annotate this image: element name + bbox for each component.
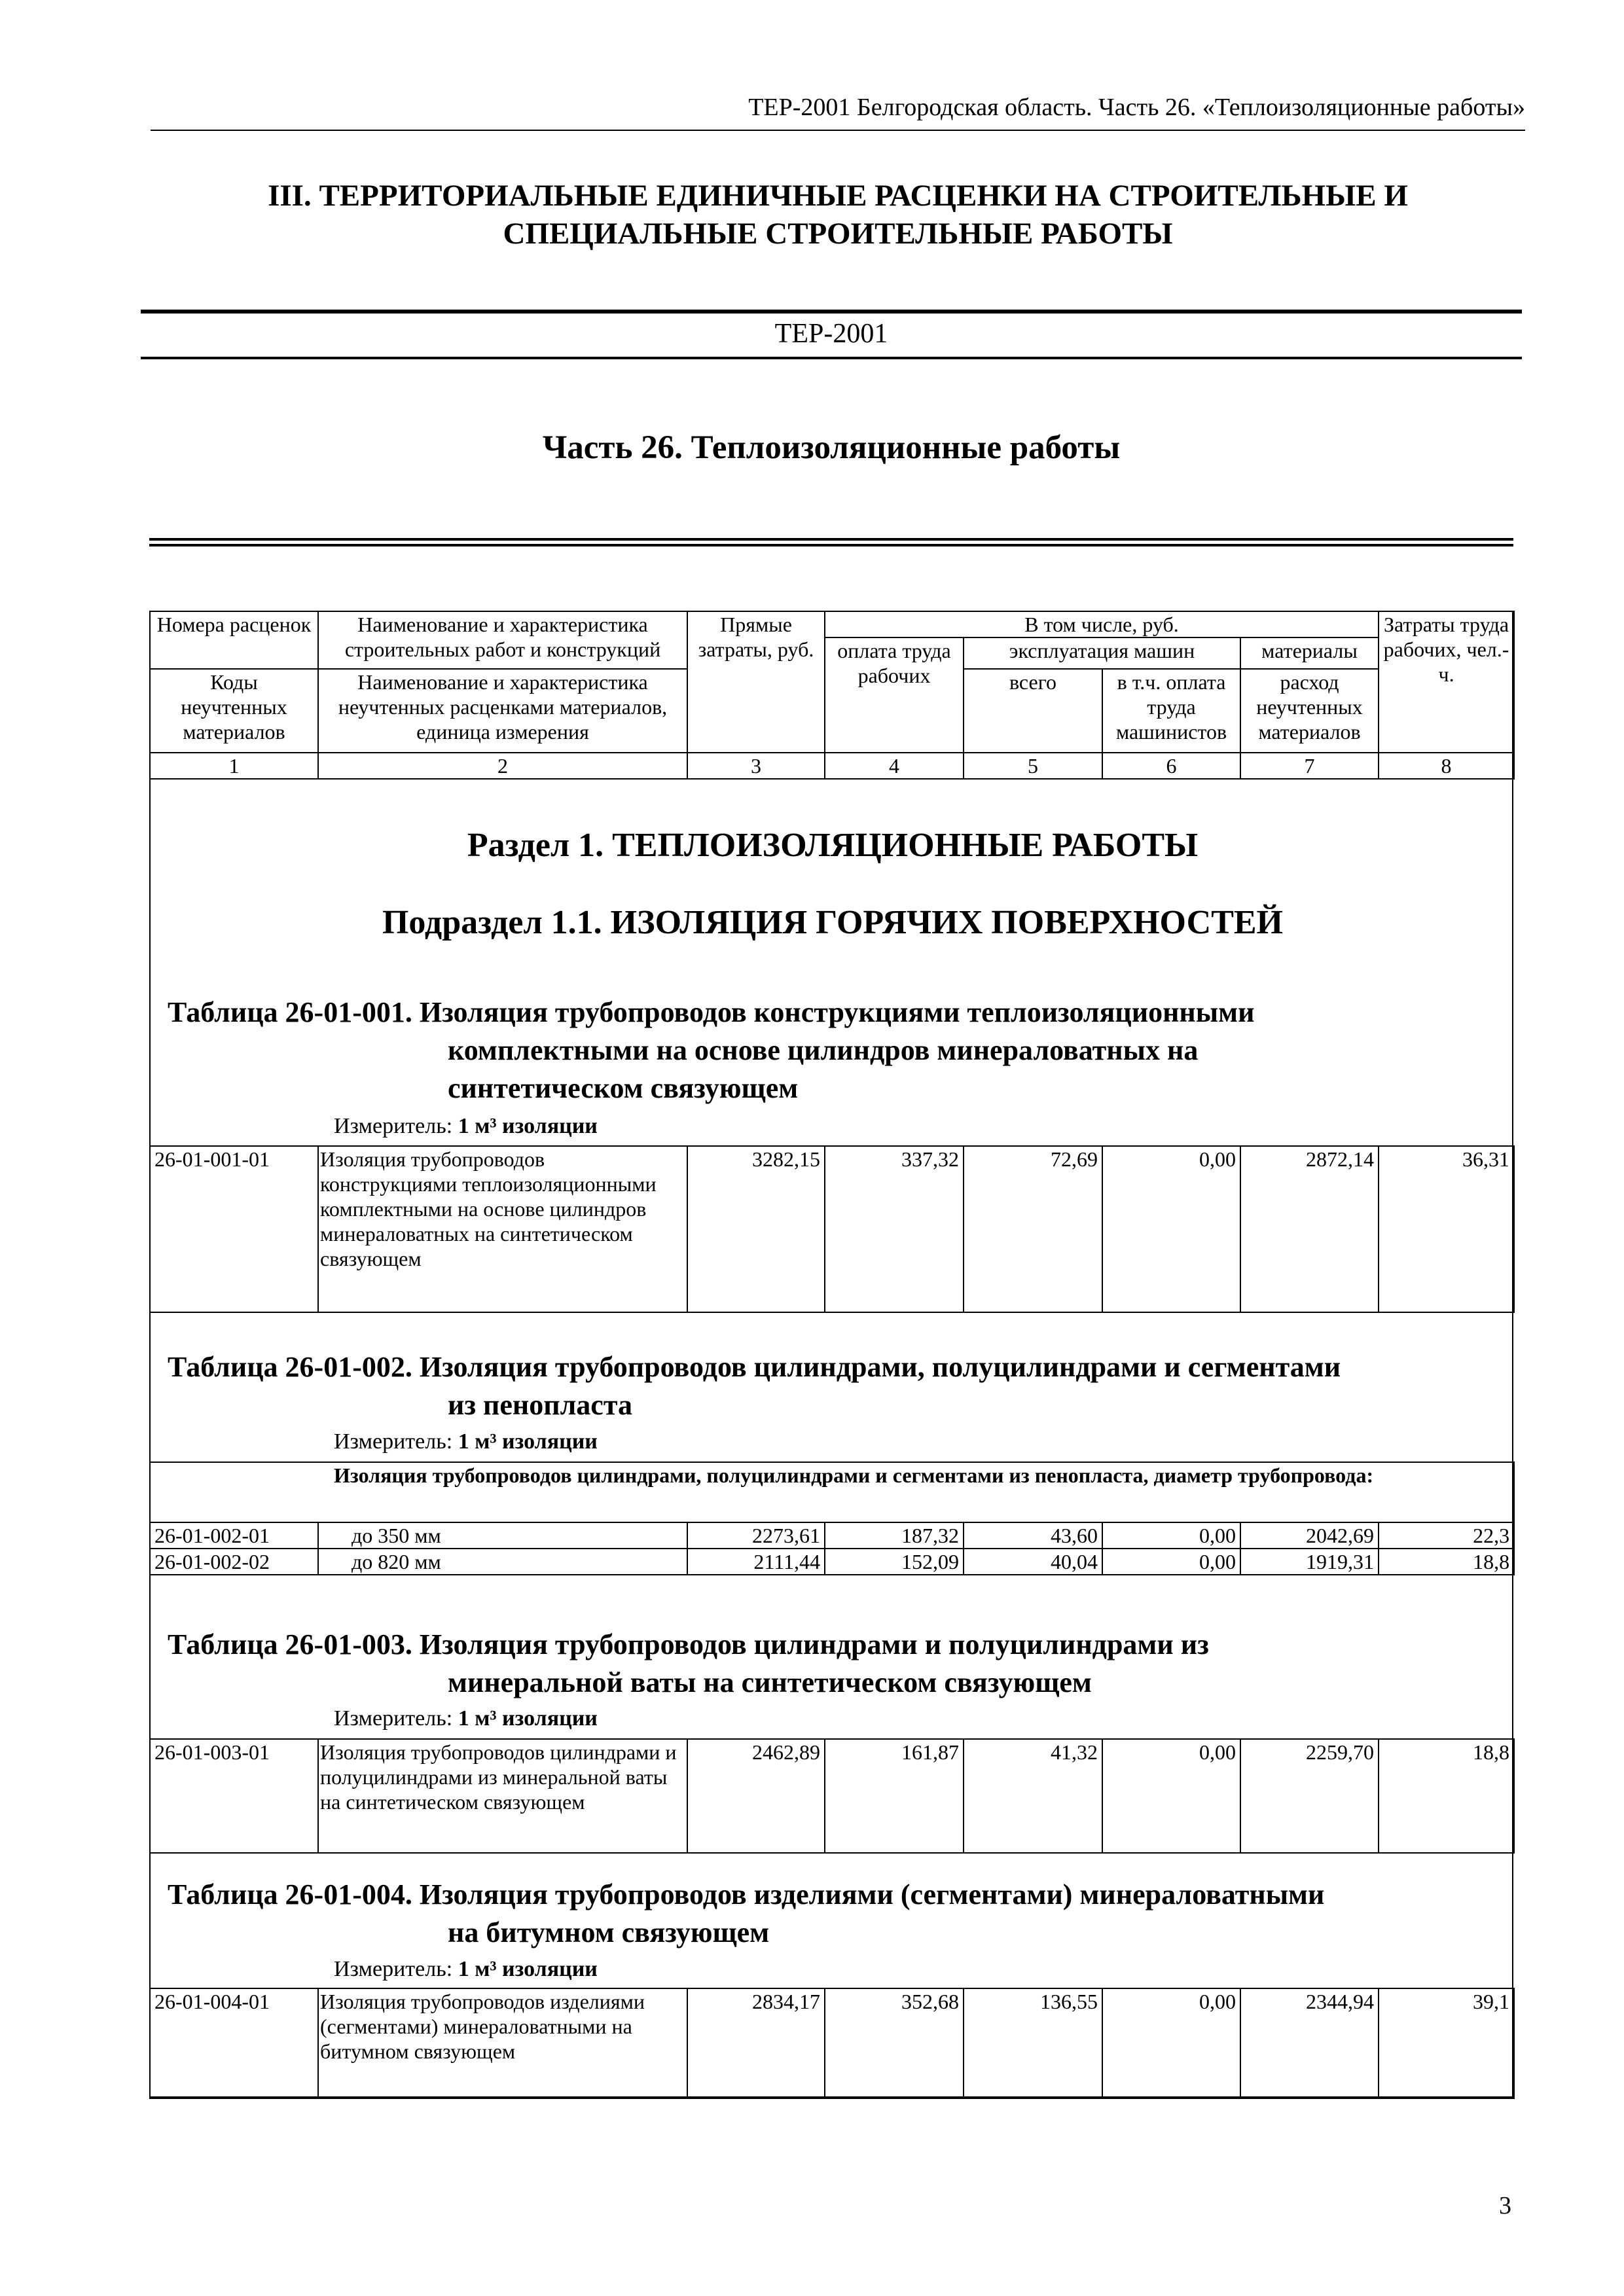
measurer-label: Измеритель: xyxy=(334,1706,453,1731)
column-header-table xyxy=(149,611,1515,780)
column-number: 2 xyxy=(318,753,687,779)
table-title xyxy=(168,1348,1496,1424)
labor-pay: 152,09 xyxy=(825,1549,964,1575)
direct-costs: 2273,61 xyxy=(687,1522,825,1549)
column-number: 8 xyxy=(1379,753,1514,779)
main-title xyxy=(151,177,1525,253)
direct-costs: 3282,15 xyxy=(687,1146,825,1312)
operator-pay: 0,00 xyxy=(1102,1739,1240,1853)
operator-pay: 0,00 xyxy=(1102,1549,1240,1575)
header-work-name: Наименование и характеристика строительных работ и конструкций xyxy=(318,611,687,669)
rates-table xyxy=(149,1145,1515,1313)
table-title-line: на битумном связующем xyxy=(448,1916,770,1948)
header-labor-pay: оплата труда рабочих xyxy=(825,637,964,753)
table-row xyxy=(150,1146,1514,1312)
materials-cost: 2344,94 xyxy=(1240,1988,1379,2098)
direct-costs: 2111,44 xyxy=(687,1549,825,1575)
table-title-line: синтетическом связующем xyxy=(448,1072,799,1104)
machines-total: 40,04 xyxy=(964,1549,1102,1575)
measurer xyxy=(334,1957,598,1982)
header-rule xyxy=(151,130,1525,131)
header-machines-total: всего xyxy=(964,669,1102,753)
header-labor-hours: Затраты труда рабочих, чел.-ч. xyxy=(1379,611,1514,753)
measurer-unit: 1 м³ изоляции xyxy=(458,1957,598,1981)
machines-total: 136,55 xyxy=(964,1988,1102,2098)
machines-total: 41,32 xyxy=(964,1739,1102,1853)
ter-band-top-rule xyxy=(141,310,1522,314)
materials-cost: 1919,31 xyxy=(1240,1549,1379,1575)
header-rate-numbers: Номера расценок xyxy=(150,611,318,669)
page-number: 3 xyxy=(1499,2192,1511,2219)
machines-total: 72,69 xyxy=(964,1146,1102,1312)
table-title-line: комплектными на основе цилиндров минераловатных на xyxy=(448,1034,1199,1066)
header-material-names: Наименование и характеристика неучтенных расценками материалов, единица измерения xyxy=(318,669,687,753)
measurer-label: Измеритель: xyxy=(334,1114,453,1138)
column-number: 3 xyxy=(687,753,825,779)
rate-name: Изоляция трубопроводов изделиями (сегментами) минераловатными на битумном связующем xyxy=(318,1988,687,2098)
header-materials: материалы xyxy=(1240,637,1379,669)
rate-name: до 350 мм xyxy=(318,1522,687,1549)
measurer-unit: 1 м³ изоляции xyxy=(458,1114,598,1138)
measurer xyxy=(334,1429,598,1454)
main-title-line2: СПЕЦИАЛЬНЫЕ СТРОИТЕЛЬНЫЕ РАБОТЫ xyxy=(503,217,1173,251)
subsection-title: Подраздел 1.1. ИЗОЛЯЦИЯ ГОРЯЧИХ ПОВЕРХНОСТЕЙ xyxy=(382,904,1284,941)
column-number: 4 xyxy=(825,753,964,779)
labor-hours: 36,31 xyxy=(1379,1146,1514,1312)
table-title xyxy=(168,1626,1496,1702)
header-direct-costs: Прямые затраты, руб. xyxy=(687,611,825,753)
column-number: 7 xyxy=(1240,753,1379,779)
part-title: Часть 26. Теплоизоляционные работы xyxy=(542,429,1121,466)
table-row xyxy=(150,1988,1514,2098)
machines-total: 43,60 xyxy=(964,1522,1102,1549)
table-title xyxy=(168,1876,1496,1952)
direct-costs: 2834,17 xyxy=(687,1988,825,2098)
rates-table xyxy=(149,1738,1515,1854)
measurer xyxy=(334,1114,598,1139)
measurer-unit: 1 м³ изоляции xyxy=(458,1429,598,1454)
header-including: В том числе, руб. xyxy=(825,611,1379,637)
header-material-codes: Коды неучтенных материалов xyxy=(150,669,318,753)
measurer-label: Измеритель: xyxy=(334,1429,453,1454)
operator-pay: 0,00 xyxy=(1102,1988,1240,2098)
rate-code: 26-01-002-02 xyxy=(150,1549,318,1575)
rate-code: 26-01-002-01 xyxy=(150,1522,318,1549)
main-title-line1: III. ТЕРРИТОРИАЛЬНЫЕ ЕДИНИЧНЫЕ РАСЦЕНКИ НА СТРОИТЕЛЬНЫЕ И xyxy=(268,179,1408,213)
header-operator-pay: в т.ч. оплата труда машинистов xyxy=(1102,669,1240,753)
section-title: Раздел 1. ТЕПЛОИЗОЛЯЦИОННЫЕ РАБОТЫ xyxy=(467,827,1199,864)
ter-label: ТЕР-2001 xyxy=(774,319,888,349)
rate-code: 26-01-004-01 xyxy=(150,1988,318,2098)
group-description: Изоляция трубопроводов цилиндрами, полуцилиндрами и сегментами из пенопласта, диаметр трубопровода: xyxy=(150,1462,1514,1522)
rate-code: 26-01-003-01 xyxy=(150,1739,318,1853)
labor-pay: 337,32 xyxy=(825,1146,964,1312)
table-title-line: Таблица 26-01-003. Изоляция трубопроводов цилиндрами и полуцилиндрами из xyxy=(168,1628,1209,1660)
table-row xyxy=(150,1549,1514,1575)
table-title-line: минеральной ваты на синтетическом связующем xyxy=(448,1666,1092,1698)
rate-name: до 820 мм xyxy=(318,1549,687,1575)
labor-hours: 22,3 xyxy=(1379,1522,1514,1549)
header-machines: эксплуатация машин xyxy=(964,637,1240,669)
labor-hours: 18,8 xyxy=(1379,1739,1514,1853)
table-title-line: из пенопласта xyxy=(448,1389,632,1421)
column-number: 6 xyxy=(1102,753,1240,779)
labor-pay: 161,87 xyxy=(825,1739,964,1853)
labor-hours: 18,8 xyxy=(1379,1549,1514,1575)
table-title-line: Таблица 26-01-004. Изоляция трубопроводов изделиями (сегментами) минераловатными xyxy=(168,1878,1325,1910)
column-number: 5 xyxy=(964,753,1102,779)
part-rule-1 xyxy=(149,538,1513,541)
materials-cost: 2259,70 xyxy=(1240,1739,1379,1853)
measurer-label: Измеритель: xyxy=(334,1957,453,1981)
materials-cost: 2042,69 xyxy=(1240,1522,1379,1549)
rate-name: Изоляция трубопроводов конструкциями теплоизоляционными комплектными на основе цилиндров минераловатных на синтетическом связующем xyxy=(318,1146,687,1312)
part-rule-2 xyxy=(149,544,1513,547)
table-row xyxy=(150,1522,1514,1549)
measurer-unit: 1 м³ изоляции xyxy=(458,1706,598,1731)
rates-table xyxy=(149,1988,1515,2099)
ter-band-bottom-rule xyxy=(141,357,1522,359)
direct-costs: 2462,89 xyxy=(687,1739,825,1853)
group-row xyxy=(150,1462,1514,1522)
column-number: 1 xyxy=(150,753,318,779)
labor-hours: 39,1 xyxy=(1379,1988,1514,2098)
table-title xyxy=(168,994,1496,1107)
labor-pay: 187,32 xyxy=(825,1522,964,1549)
operator-pay: 0,00 xyxy=(1102,1522,1240,1549)
table-title-line: Таблица 26-01-001. Изоляция трубопроводов конструкциями теплоизоляционными xyxy=(168,996,1255,1028)
running-header: ТЕР-2001 Белгородская область. Часть 26. «Теплоизоляционные работы» xyxy=(748,94,1525,121)
rate-code: 26-01-001-01 xyxy=(150,1146,318,1312)
labor-pay: 352,68 xyxy=(825,1988,964,2098)
materials-cost: 2872,14 xyxy=(1240,1146,1379,1312)
measurer xyxy=(334,1706,598,1731)
rate-name: Изоляция трубопроводов цилиндрами и полуцилиндрами из минеральной ваты на синтетическом связующем xyxy=(318,1739,687,1853)
rates-table xyxy=(149,1462,1515,1575)
table-title-line: Таблица 26-01-002. Изоляция трубопроводов цилиндрами, полуцилиндрами и сегментами xyxy=(168,1351,1341,1383)
table-row xyxy=(150,1739,1514,1853)
operator-pay: 0,00 xyxy=(1102,1146,1240,1312)
header-material-usage: расход неучтенных материалов xyxy=(1240,669,1379,753)
